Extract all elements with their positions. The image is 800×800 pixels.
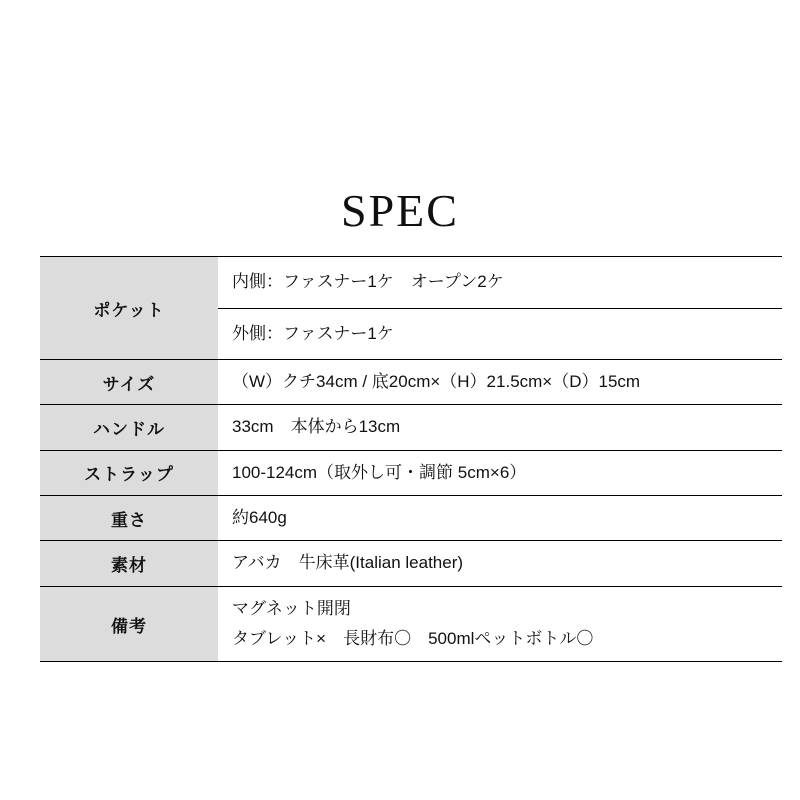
- table-row: [40, 450, 782, 495]
- spec-value-notes-line1: マグネット開閉: [232, 598, 351, 618]
- spec-label-strap: ストラップ: [40, 450, 218, 495]
- spec-label-handle: ハンドル: [40, 405, 218, 450]
- spec-value-notes-line2: タブレット× 長財布〇 500mlペットボトル〇: [232, 629, 594, 649]
- spec-label-notes: 備考: [40, 586, 218, 662]
- spec-label-weight: 重さ: [40, 496, 218, 541]
- spec-label-pocket: ポケット: [40, 257, 218, 360]
- table-row: [40, 360, 782, 405]
- spec-value-size: （W）クチ34cm / 底20cm×（H）21.5cm×（D）15cm: [218, 360, 782, 405]
- table-row: [40, 405, 782, 450]
- spec-value-weight: 約640g: [218, 496, 782, 541]
- table-row: [40, 586, 782, 662]
- table-row: [40, 496, 782, 541]
- spec-value-pocket-inner: 内側：ファスナー1ケ オープン2ケ: [218, 257, 782, 309]
- page-title: SPEC: [341, 185, 459, 236]
- spec-value-notes: [218, 586, 782, 662]
- spec-value-pocket-outer: 外側：ファスナー1ケ: [218, 308, 782, 360]
- spec-label-size: サイズ: [40, 360, 218, 405]
- table-row: [40, 541, 782, 586]
- spec-value-handle: 33cm 本体から13cm: [218, 405, 782, 450]
- table-row: [40, 257, 782, 309]
- spec-value-material: アバカ 牛床革(Italian leather): [218, 541, 782, 586]
- spec-table: [40, 256, 782, 662]
- spec-label-material: 素材: [40, 541, 218, 586]
- spec-value-strap: 100-124cm（取外し可・調節 5cm×6）: [218, 450, 782, 495]
